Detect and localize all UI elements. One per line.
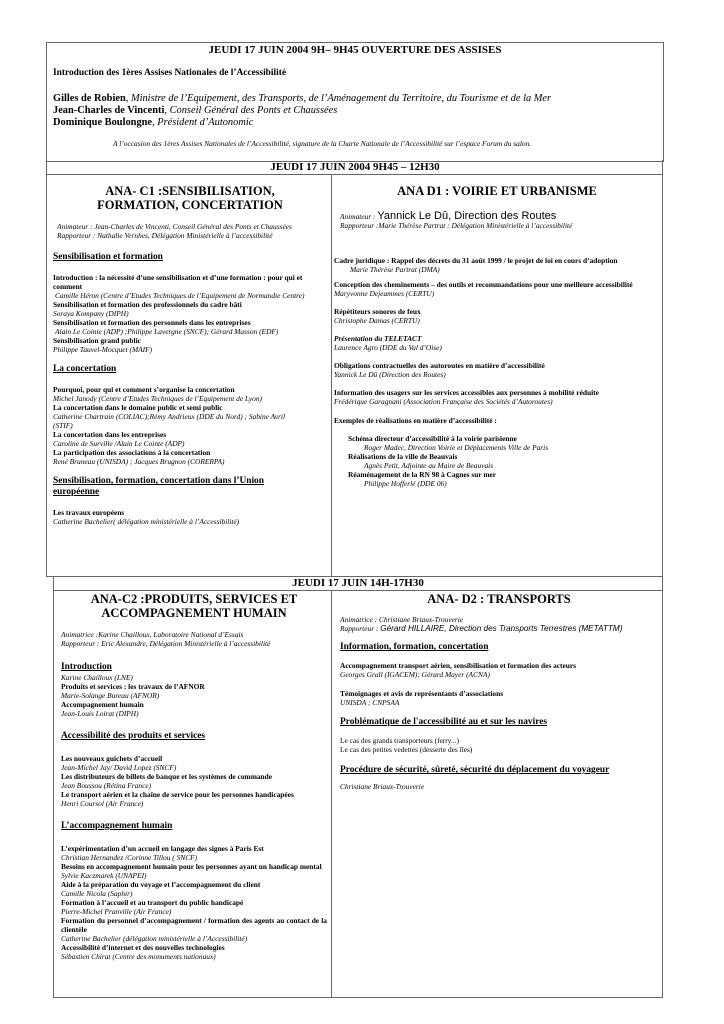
list-item: La concertation dans les entreprises Caroline de Surville /Alain Le Cointe (ADP) xyxy=(53,430,185,448)
mid-column-divider xyxy=(331,174,332,577)
c2-section-human: L’accompagnement humain xyxy=(61,821,173,831)
list-item: Les nouveaux guichets d’accueil Jean-Michel Jay/ David Lopez (SNCF) xyxy=(61,754,177,772)
d2-ships-line-2: Le cas des petites vedettes (desserte des îles) xyxy=(340,745,473,754)
pm-header-bottom xyxy=(53,590,662,591)
d1-title: ANA D1 : VOIRIE ET URBANISME xyxy=(397,184,597,198)
speaker-3 xyxy=(53,117,253,129)
list-item: Accompagnement transport aérien, sensibilisation et formation des acteurs Georges Grall (IGACEM); Gérard Mayer (ACNA) xyxy=(340,661,577,679)
d1-examples-list xyxy=(334,434,660,488)
d1-column xyxy=(334,184,660,488)
speaker-2-name: Jean-Charles de Vincenti xyxy=(53,105,165,116)
d1-animateur: Animateur : Yannick Le Dû, Direction des Routes xyxy=(340,210,557,222)
list-item: Produits et services : les travaux de l’AFNOR Marie-Solange Bureau (AFNOR) xyxy=(61,682,205,700)
d2-animatrice: Animatrice : Christiane Briaux-Trouverie xyxy=(340,615,464,624)
list-item: La concertation dans le domaine public et semi public Catherine Chartrain (COLIAC);Rémy Andrieux (DDE du Nord) ; Sabine Avril (STIF) xyxy=(53,403,286,430)
list-item: Témoignages et avis de représentants d’associations UNISDA ; CNPSAA xyxy=(340,689,504,707)
list-item: L’expérimentation d’un accueil en langage des signes à Paris Est Christian Hernandez /Corinne Tillou ( SNCF) xyxy=(61,844,264,862)
d2-ships-line-1: Le cas des grands transporteurs (ferry...) xyxy=(340,736,459,745)
list-item: Le transport aérien et la chaîne de service pour les personnes handicapées Henri Coursol (Air France) xyxy=(61,790,294,808)
c2-title: ANA-C2 :PRODUITS, SERVICES ET ACCOMPAGNEMENT HUMAIN xyxy=(90,592,298,620)
d2-rapporteur: Rapporteur : Gérard HILLAIRE, Direction des Transports Terrestres (METATTM) xyxy=(340,624,623,633)
list-item: Conception des cheminements – des outils et recommandations pour une meilleure accessibilité Maryvonne Dejeammes (CERTU) xyxy=(334,280,633,298)
c1-section-sensibilisation: Sensibilisation et formation xyxy=(53,252,163,262)
pm-column-divider xyxy=(331,590,332,997)
speaker-2-role: , Conseil Général des Ponts et Chaussées xyxy=(164,105,338,116)
morning-header: JEUDI 17 JUIN 2004 9H45 – 12H30 xyxy=(270,161,440,173)
d2-section-ships: Problématique de l'accessibilité au et sur les navires xyxy=(340,717,548,727)
intro-line: Introduction des 1ères Assises Nationales de l’Accessibilité xyxy=(53,68,286,78)
d1-list xyxy=(334,256,660,406)
list-item: Répétiteurs sonores de feux Christophe Damas (CERTU) xyxy=(334,307,421,325)
speaker-1 xyxy=(53,93,551,105)
speaker-1-name: Gilles de Robien xyxy=(53,93,126,104)
list-item: Accompagnement humain Jean-Louis Loirat (DIPH) xyxy=(61,700,144,718)
mid-header-divider xyxy=(46,174,663,175)
c1-section-europe: Sensibilisation, formation, concertation dans l’Union européenne xyxy=(53,476,264,497)
list-item: Pourquoi, pour qui et comment s’organise la concertation Michel Janody (Centre d’Etudes Techniques de l’Equipement de Lyon) xyxy=(53,385,262,403)
d2-column xyxy=(340,592,658,791)
d2-rapporteur-name: Gérard HILLAIRE, Direction des Transports Terrestres (METATTM) xyxy=(380,624,623,633)
c2-s3-list xyxy=(61,844,327,961)
c2-s2-list xyxy=(61,754,327,808)
speaker-3-name: Dominique Boulongne xyxy=(53,117,153,128)
c2-animatrice: Animatrice :Karine Chailloux, Laboratoire National d’Essais xyxy=(61,630,244,639)
afternoon-header: JEUDI 17 JUIN 14H-17H30 xyxy=(292,577,424,589)
list-item: Schéma directeur d’accessibilité à la voirie parisienne Roger Madec, Direction Voirie et Déplacements Ville de Paris xyxy=(348,434,549,452)
right-page-border xyxy=(662,160,663,577)
left-page-border xyxy=(46,160,47,577)
list-item: Sensibilisation grand public Philippe Tauvel-Mocquet (MAIF) xyxy=(53,336,153,354)
d1-rapporteur: Rapporteur :Marie Thérèse Partrat : Délégation Ministérielle à l’accessibilité xyxy=(340,221,573,230)
charter-note: A l’occasion des 1ères Assises Nationales de l’Accessibilité, signature de la Charte Nationale de l’Accessibilité sur l’espace Forum du salon. xyxy=(113,139,532,148)
speaker-1-role: , Ministre de l’Equipement, des Transports, de l’Aménagement du Territoire, du Tourisme et de la Mer xyxy=(125,93,552,104)
speaker-2 xyxy=(53,105,337,117)
list-item: Réaménagement de la RN 98 à Cagnes sur mer Philippe Hofferlé (DDE 06) xyxy=(348,470,497,488)
speaker-3-role: , Président d’Autonomic xyxy=(152,117,254,128)
d2-section-security: Procédure de sécurité, sûreté, sécurité du déplacement du voyageur xyxy=(340,765,610,775)
list-item: Réalisations de la ville de Beauvais Agnès Petit, Adjointe au Maire de Beauvais xyxy=(348,452,494,470)
d2-security-speaker: Christiane Briaux-Trouverie xyxy=(340,782,425,791)
list-item: Cadre juridique : Rappel des décrets du 31 août 1999 / le projet de loi en cours d’adoption Marie Thérèse Partrat (DMA) xyxy=(334,256,618,274)
list-item: Formation à l’accueil et au transport du public handicapé Pierre-Michel Pranville (Air France) xyxy=(61,898,244,916)
list-item: Introduction : la nécessité d’une sensibilisation et d’une formation : pour qui et comment Camille Héron (Centre d’Etudes Techniques de l’Equipement de Normandie Centre) xyxy=(53,273,305,300)
c2-intro-speaker: Karine Chailloux (LNE) xyxy=(61,673,133,682)
c1-s2-list xyxy=(53,385,327,466)
c1-rapporteur: Rapporteur : Nathalie Vernhes, Délégation Ministérielle à l’accessibilité xyxy=(57,231,273,240)
d2-s1-list xyxy=(340,661,658,707)
c1-title: ANA- C1 :SENSIBILISATION, FORMATION, CONCERTATION xyxy=(97,184,283,212)
d1-examples-heading: Exemples de réalisations en matière d’accessibilité : xyxy=(334,416,497,425)
list-item: Sensibilisation et formation des professionnels du cadre bâti Soraya Kompany (DIPH) xyxy=(53,300,242,318)
c1-s1-list xyxy=(53,273,327,354)
pm-right-border xyxy=(662,577,663,997)
list-item: Obligations contractuelles des autoroutes en matière d’accessibilité Yannick Le Dû (Direction des Routes) xyxy=(334,361,545,379)
list-item: Sensibilisation et formation des personnels dans les entreprises Alain Le Cointe (ADP) ;Philippe Lavergne (SNCF); Gérard Masson (EDF) xyxy=(53,318,279,336)
list-item: Accessibilité d’internet et des nouvelles technologies Sébastien Chirat (Centre des monuments nationaux) xyxy=(61,943,225,961)
list-item: Présentation du TELETACT Laurence Agro (DDE du Val d’Oise) xyxy=(334,334,442,352)
list-item: Aide à la préparation du voyage et l’accompagnement du client Camille Nicola (Saphir) xyxy=(61,880,261,898)
c1-animateur: Animateur : Jean-Charles de Vincenti, Conseil Général des Ponts et Chaussées xyxy=(57,222,292,231)
pm-left-border xyxy=(53,577,54,997)
c2-rapporteur: Rapporteur : Eric Alexandre, Délégation Ministérielle à l’accessibilité xyxy=(61,639,271,648)
opening-header: JEUDI 17 JUIN 2004 9H– 9H45 OUVERTURE DES ASSISES xyxy=(208,44,502,56)
c2-column xyxy=(61,592,327,961)
d1-animateur-name: Yannick Le Dû, Direction des Routes xyxy=(377,210,557,222)
c1-s3-list xyxy=(53,508,327,526)
c2-section-introduction: Introduction xyxy=(61,662,112,672)
list-item: Formation du personnel d’accompagnement / formation des agents au contact de la clientèle Catherine Bachelier (délégation ministérielle à l’Accessibilité) xyxy=(61,916,327,943)
c2-section-products: Accessibilité des produits et services xyxy=(61,731,206,741)
c1-column xyxy=(53,184,327,526)
d2-section-information: Information, formation, concertation xyxy=(340,642,489,652)
list-item: Les travaux européens Catherine Bachelier( délégation ministérielle à l’Accessibilité) xyxy=(53,508,240,526)
list-item: La participation des associations à la concertation René Bruneau (UNISDA) ; Jacques Brugnon (CORERPA) xyxy=(53,448,225,466)
c1-section-concertation: La concertation xyxy=(53,364,117,374)
list-item: Information des usagers sur les services accessibles aux personnes à mobilité réduite Frédérique Garagnani (Association Française des Sociétés d’Autoroutes) xyxy=(334,388,599,406)
bottom-border xyxy=(53,997,663,998)
list-item: Besoins en accompagnement humain pour les personnes ayant un handicap mental Sylvie Kaczmarek (UNAPEI) xyxy=(61,862,322,880)
d2-title: ANA- D2 : TRANSPORTS xyxy=(427,592,571,606)
list-item: Les distributeurs de billets de banque et les systèmes de commande Jean Boussou (Rétina France) xyxy=(61,772,273,790)
